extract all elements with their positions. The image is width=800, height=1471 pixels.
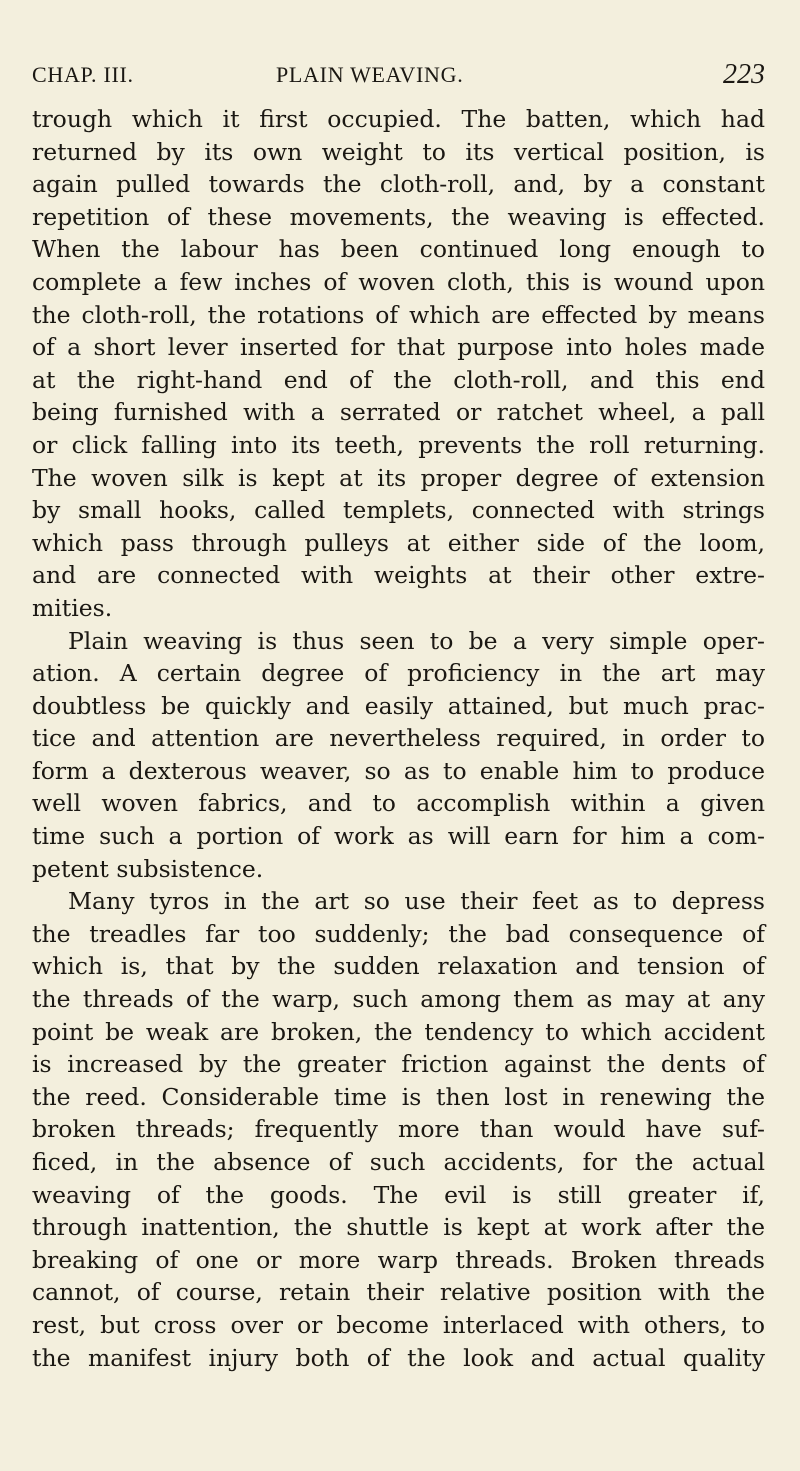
text-line: the manifest injury both of the look and actual quality [32,1343,765,1372]
text-line: returned by its own weight to its vertical position, is [32,137,765,166]
text-line: broken threads; frequently more than would have suf- [32,1115,765,1144]
text-line: is increased by the greater friction against the dents of [32,1050,765,1079]
text-line: breaking of one or more warp threads. Broken threads [32,1245,765,1274]
body-text [32,103,765,1374]
text-line: and are connected with weights at their other extre- [32,561,765,590]
text-line: weaving of the goods. The evil is still greater if, [32,1180,765,1209]
text-line: rest, but cross over or become interlaced with others, to [32,1310,765,1339]
chapter-heading: CHAP. III. [32,62,134,87]
text-line: point be weak are broken, the tendency to which accident [32,1017,765,1046]
text-line: well woven fabrics, and to accomplish within a given [32,789,765,818]
text-line: of a short lever inserted for that purpose into holes made [32,333,765,362]
text-line: the cloth-roll, the rotations of which are effected by means [32,300,765,329]
paragraph-start-line: Plain weaving is thus seen to be a very simple oper- [68,626,765,655]
text-line: tice and attention are nevertheless required, in order to [32,724,765,753]
text-line: which pass through pulleys at either side of the loom, [32,528,765,557]
text-line: ficed, in the absence of such accidents, for the actual [32,1148,765,1176]
running-title: PLAIN WEAVING. [276,62,464,87]
running-head [32,59,765,92]
text-line: When the labour has been continued long enough to [32,235,765,264]
text-line: the reed. Considerable time is then lost in renewing the [32,1082,765,1111]
text-line: mities. [32,593,113,622]
text-line: doubtless be quickly and easily attained, but much prac- [32,691,765,720]
text-line: at the right-hand end of the cloth-roll, and this end [32,365,765,394]
text-line: repetition of these movements, the weaving is effected. [32,202,765,231]
text-line: trough which it first occupied. The batten, which had [32,105,765,133]
text-line: or click falling into its teeth, prevents the roll returning. [32,430,765,459]
text-line: which is, that by the sudden relaxation and tension of [32,952,765,981]
text-line: ation. A certain degree of proficiency in the art may [32,659,765,688]
text-line: by small hooks, called templets, connected with strings [32,496,765,525]
text-line: form a dexterous weaver, so as to enable him to produce [32,756,765,785]
text-line: cannot, of course, retain their relative position with the [32,1278,765,1307]
text-line: the treadles far too suddenly; the bad consequence of [32,919,765,948]
text-line: time such a portion of work as will earn for him a com- [32,822,765,851]
text-line: being furnished with a serrated or ratchet wheel, a pall [32,398,765,427]
text-line: again pulled towards the cloth-roll, and, by a constant [32,170,765,199]
text-line: complete a few inches of woven cloth, this is wound upon [32,267,765,296]
text-line: petent subsistence. [32,854,264,883]
text-line: The woven silk is kept at its proper degree of extension [32,463,765,492]
paragraph-start-line: Many tyros in the art so use their feet as to depress [68,887,765,916]
page-number: 223 [723,59,765,90]
text-line: the threads of the warp, such among them as may at any [32,985,765,1014]
text-line: through inattention, the shuttle is kept at work after the [32,1213,765,1242]
